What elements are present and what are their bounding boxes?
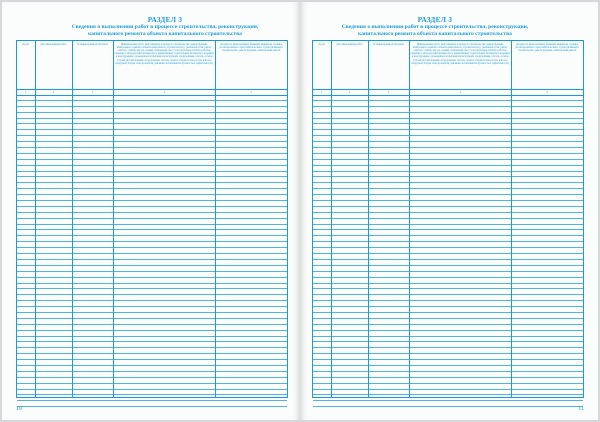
works-table <box>16 40 288 398</box>
column-number: 4 <box>163 91 165 94</box>
column-divider <box>368 41 369 397</box>
column-number: 4 <box>459 91 461 94</box>
column-header: Наименование работ, выполняемых в процессе строительства, реконструкции, капитального ремонта объекта капитального строительства (с указанием осей, рядов, отметок, этажей, ярусов, секций, помещений, мест, в которых выполнялись работы), сведения о методах выполнения работ, применяемых строительных материалах, изделиях и конструкциях, проведенных испытаниях конструкций, оборудования, систем, сетей и устройств (опробование оборудования, систем, сетей и устройств вхолостую или под нагрузкой, подача электроэнергии, давления, испытания на прочность и герметичность) <box>114 43 214 65</box>
column-divider <box>113 41 114 397</box>
column-number: 1 <box>25 91 27 94</box>
table-header-row <box>17 41 287 90</box>
column-header: Дата выполнения работ <box>336 43 363 46</box>
column-header: Условия производства работ <box>76 43 109 46</box>
section-subtitle-line: капитального ремонта объекта капитального строительства <box>88 30 242 37</box>
section-title: РАЗДЕЛ 3 <box>147 16 183 24</box>
journal-spread <box>2 2 598 420</box>
column-number: 2 <box>52 91 55 94</box>
column-header: Наименование работ, выполняемых в процессе строительства, реконструкции, капитального ремонта объекта капитального строительства (с указанием осей, рядов, отметок, этажей, ярусов, секций, помещений, мест, в которых выполнялись работы), сведения о методах выполнения работ, применяемых строительных материалах, изделиях и конструкциях, проведенных испытаниях конструкций, оборудования, систем, сетей и устройств (опробование оборудования, систем, сетей и устройств вхолостую или под нагрузкой, подача электроэнергии, давления, испытания на прочность и герметичность) <box>410 43 510 65</box>
column-header: Должность (при наличии), фамилия, инициалы, подпись уполномоченного представителя лица, осуществляющего строительство, реконструкцию, капитальный ремонт <box>515 43 580 53</box>
column-header: Дата выполнения работ <box>40 43 67 46</box>
table-body <box>17 95 287 397</box>
column-number: 5 <box>250 91 252 94</box>
table-body <box>313 95 583 397</box>
page-left <box>2 2 300 420</box>
column-divider <box>511 41 512 397</box>
column-header: Условия производства работ <box>372 43 405 46</box>
section-subtitle-line: Сведения о выполнении работ в процессе строительства, реконструкции, <box>341 24 529 31</box>
works-table <box>312 40 584 398</box>
section-header <box>42 16 288 37</box>
section-header <box>312 16 558 37</box>
column-number: 5 <box>546 91 548 94</box>
column-number: 2 <box>348 91 351 94</box>
section-subtitle-line: капитального ремонта объекта капитального строительства <box>358 30 512 37</box>
page-number: 10 <box>16 406 22 412</box>
table-row[interactable] <box>17 401 287 407</box>
column-number: 1 <box>321 91 323 94</box>
column-divider <box>72 41 73 397</box>
column-divider <box>35 41 36 397</box>
column-divider <box>215 41 216 397</box>
column-header: № п/п <box>318 43 326 46</box>
column-header: № п/п <box>22 43 30 46</box>
column-number: 3 <box>91 91 94 94</box>
table-header-row <box>313 41 583 90</box>
column-number: 3 <box>387 91 390 94</box>
section-subtitle-line: Сведения о выполнении работ в процессе строительства, реконструкции, <box>71 24 259 31</box>
column-divider <box>409 41 410 397</box>
page-right <box>300 2 598 420</box>
section-title: РАЗДЕЛ 3 <box>417 16 453 24</box>
column-divider <box>331 41 332 397</box>
table-row[interactable] <box>313 401 583 407</box>
page-number: 11 <box>578 406 584 412</box>
column-header: Должность (при наличии), фамилия, инициалы, подпись уполномоченного представителя лица, осуществляющего строительство, реконструкцию, капитальный ремонт <box>219 43 284 53</box>
